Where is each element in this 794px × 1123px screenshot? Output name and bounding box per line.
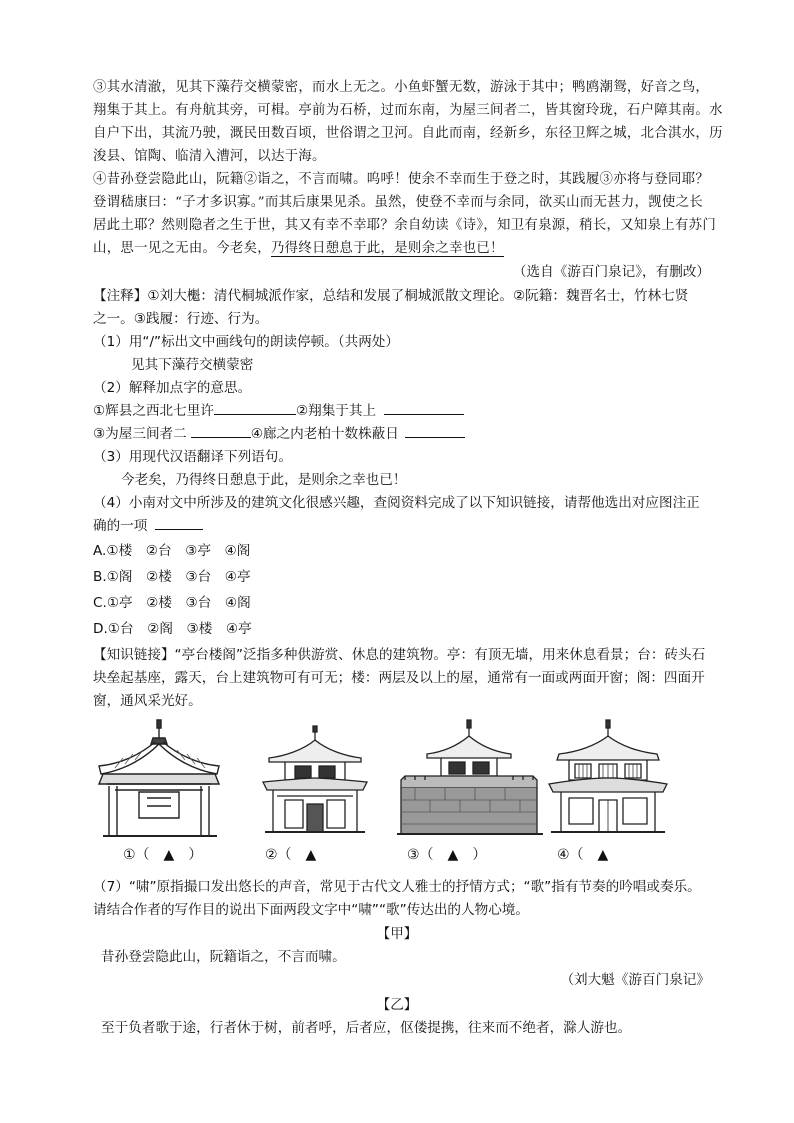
passage-p3-line1: ③其水清澈，见其下藻荇交横蒙密，而水上无之。小鱼虾蟹无数，游泳于其中；鸭鸥潮鸳，好音之鸟，: [93, 80, 710, 95]
passage-p3-line4: 浚县、馆陶、临清入漕河，以达于海。: [93, 149, 326, 164]
question-3: （3）用现代汉语翻译下列语句。: [93, 449, 292, 465]
excerpt-jia-text: 昔孙登尝隐此山，阮籍诣之，不言而啸。: [101, 949, 346, 965]
question-4-line2: [93, 515, 203, 537]
question-1: （1）用“/”标出文中画线句的朗读停顿。（共两处）: [93, 334, 399, 350]
figure-caption-1: ①（ ▲ ）: [123, 847, 203, 863]
question-2-item-d: ④廊之内老柏十数株蔽日: [250, 426, 399, 442]
passage-source: （选自《游百门泉记》，有删改）: [512, 264, 710, 280]
question-2-item-c: ③为屋三间者二: [93, 426, 187, 442]
passage-p3-line3: 自户下出，其流乃驶，溉民田数百顷，世俗谓之卫河。自此而南，经新乡，东径卫辉之城，北合淇水，历: [93, 126, 723, 141]
excerpt-yi-title: 【乙】: [376, 997, 418, 1013]
passage-p4-line4: [93, 238, 504, 260]
question-2-item-a: ①辉县之西北七里许: [93, 403, 214, 419]
question-2-item-b: ②翔集于其上: [295, 403, 377, 419]
notes-line1: 【注释】①刘大櫆：清代桐城派作家，总结和发展了桐城派散文理论。②阮籍：魏晋名士，竹林七贤: [93, 288, 689, 304]
question-2-row1: [93, 400, 464, 422]
pavilion-hall-icon: [543, 718, 673, 840]
answer-blank-c[interactable]: [191, 423, 251, 438]
question-7-line2: 请结合作者的写作目的说出下面两段文字中“啸”“歌”传达出的人物心境。: [93, 902, 529, 918]
question-7-line1: （7）“啸”原指撮口发出悠长的声音，常见于古代文人雅士的抒情方式；“歌”指有节奏的吟唱或奏乐。: [93, 879, 701, 895]
passage-p3-line2: 翔集于其上。有舟航其旁，可楫。亭前为石桥，过而东南，为屋三间者二，皆其窗玲珑，石户障其南。水: [93, 103, 723, 118]
question-1-sentence: 见其下藻荇交横蒙密: [131, 357, 254, 373]
option-c[interactable]: C.①亭 ②楼 ③台 ④阁: [93, 595, 251, 611]
pavilion-icon: [95, 718, 225, 840]
figure-caption-3: ③（ ▲ ）: [407, 847, 487, 863]
option-b[interactable]: B.①阁 ②楼 ③台 ④亭: [93, 569, 251, 585]
notes-line2: 之一。③践履：行迹、行为。: [93, 311, 269, 327]
knowledge-link-line3: 窗，通风采光好。: [93, 693, 202, 709]
question-2-row2: [93, 423, 465, 445]
excerpt-jia-title: 【甲】: [376, 926, 418, 942]
terrace-icon: [395, 718, 545, 840]
question-4-stem-end: 确的一项: [93, 518, 148, 534]
passage-underlined-sentence: 乃得终日憩息于此，是则余之幸也已！: [270, 241, 504, 256]
building-figure: [95, 718, 695, 866]
excerpt-jia-source: （刘大魁《游百门泉记》: [560, 972, 710, 988]
passage-p4-line1: ④昔孙登尝隐此山，阮籍②诣之，不言而啸。呜呼！使余不幸而生于登之时，其践履③亦将与登同耶？: [93, 172, 710, 187]
figure-caption-2: ②（ ▲: [265, 847, 317, 863]
option-d[interactable]: D.①台 ②阁 ③楼 ④亭: [93, 621, 252, 637]
option-a[interactable]: A.①楼 ②台 ③亭 ④阁: [93, 543, 251, 559]
passage-p4-line2: 登谓嵇康曰：“子才多识寡。”而其后康果见杀。虽然，使登不幸而与余同，欲买山而无甚力，觊使之长: [93, 195, 703, 210]
answer-blank-d[interactable]: [405, 423, 465, 438]
question-4-line1: （4）小南对文中所涉及的建筑文化很感兴趣，查阅资料完成了以下知识链接，请帮他选出对应图注正: [93, 495, 700, 511]
figure-caption-4: ④（ ▲: [557, 847, 609, 863]
answer-blank-a[interactable]: [214, 400, 296, 415]
answer-blank-q4[interactable]: [155, 515, 203, 530]
knowledge-link-line2: 块垒起基座，露天，台上建筑物可有可无；楼：两层及以上的屋，通常有一面或两面开窗；阁：四面开: [93, 670, 705, 686]
answer-blank-b[interactable]: [384, 400, 464, 415]
excerpt-yi-text: 至于负者歌于途，行者休于树，前者呼，后者应，伛偻提携，往来而不绝者，滁人游也。: [101, 1020, 632, 1036]
passage-p4-line3: 居此土耶？然则隐者之生于世，其又有幸不幸耶？余自幼读《诗》，知卫有泉源，稍长，又知泉上有苏门: [93, 218, 717, 233]
tower-icon: [255, 724, 375, 842]
question-3-sentence: 今老矣，乃得终日憩息于此，是则余之幸也已！: [121, 472, 407, 488]
passage-p4-line4-start: 山，思一见之无由。今老矣，: [93, 241, 271, 256]
question-2: （2）解释加点字的意思。: [93, 380, 252, 396]
knowledge-link-line1: 【知识链接】“亭台楼阁”泛指多种供游赏、休息的建筑物。亭：有顶无墙，用来休息看景；台：砖头石: [93, 647, 706, 663]
